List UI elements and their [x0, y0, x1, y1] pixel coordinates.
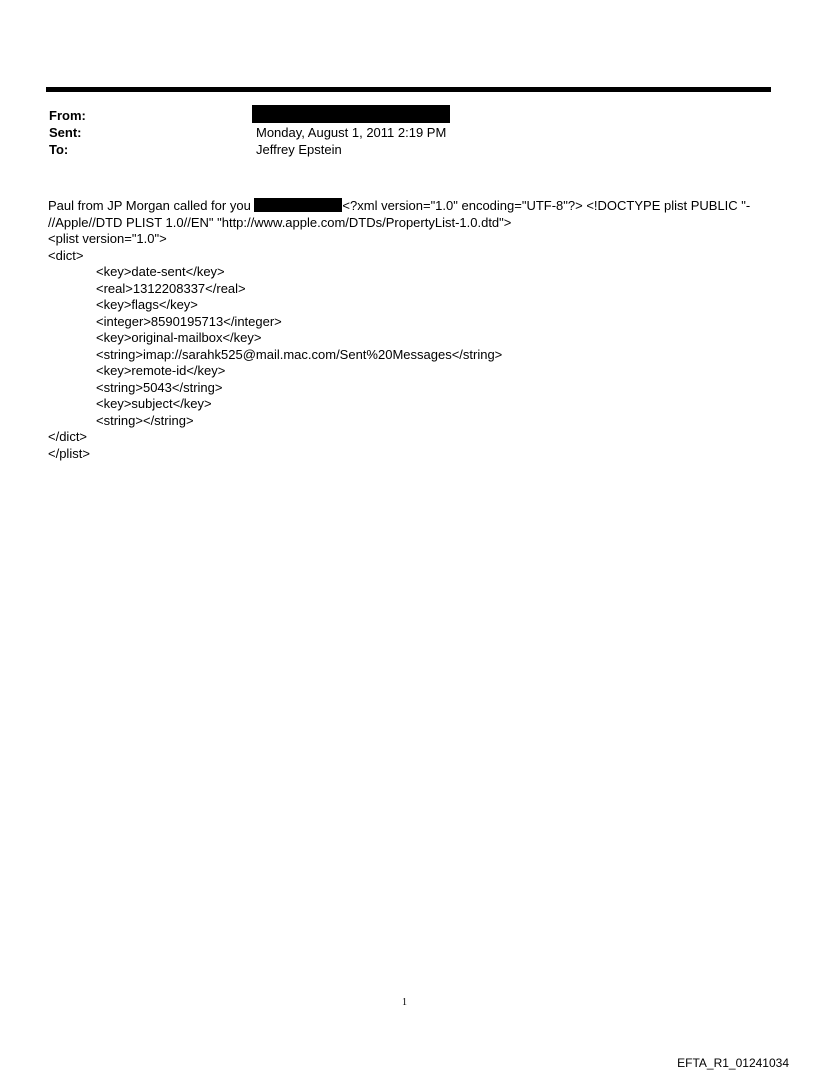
dict-line: <integer>8590195713</integer>	[96, 313, 282, 329]
dict-line: <string></string>	[96, 412, 194, 428]
inline-redaction	[254, 198, 342, 212]
dict-line: <real>1312208337</real>	[96, 280, 246, 296]
to-label: To:	[49, 142, 69, 157]
dict-line: <key>remote-id</key>	[96, 363, 226, 378]
dict-line: <key>original-mailbox</key>	[96, 330, 262, 345]
document-id: EFTA_R1_01241034	[677, 1056, 789, 1070]
to-value: Jeffrey Epstein	[256, 142, 342, 157]
header-rule	[46, 87, 771, 92]
dict-line: <string>5043</string>	[96, 379, 223, 395]
page-number: 1	[402, 997, 407, 1008]
body-line-1-start: Paul from JP Morgan called for you	[48, 198, 255, 213]
dict-line: <key>date-sent</key>	[96, 264, 225, 279]
plist-close: </plist>	[48, 445, 90, 461]
sent-label: Sent:	[49, 125, 82, 140]
body-line-1	[48, 198, 773, 215]
dict-line: <string>imap://sarahk525@mail.mac.com/Sent%20Messages</string>	[96, 346, 503, 362]
dict-close: </dict>	[48, 429, 88, 444]
body-line-2: //Apple//DTD PLIST 1.0//EN" "http://www.apple.com/DTDs/PropertyList-1.0.dtd">	[48, 214, 512, 230]
dict-line: <key>flags</key>	[96, 297, 198, 312]
message-body	[48, 198, 773, 462]
body-line-1-end: <?xml version="1.0" encoding="UTF-8"?> <!DOCTYPE plist PUBLIC "-	[342, 198, 751, 213]
dict-open: <dict>	[48, 247, 84, 263]
from-redaction	[252, 105, 450, 123]
plist-open: <plist version="1.0">	[48, 231, 167, 246]
from-label: From:	[49, 108, 86, 123]
dict-line: <key>subject</key>	[96, 396, 212, 411]
sent-value: Monday, August 1, 2011 2:19 PM	[256, 125, 447, 140]
